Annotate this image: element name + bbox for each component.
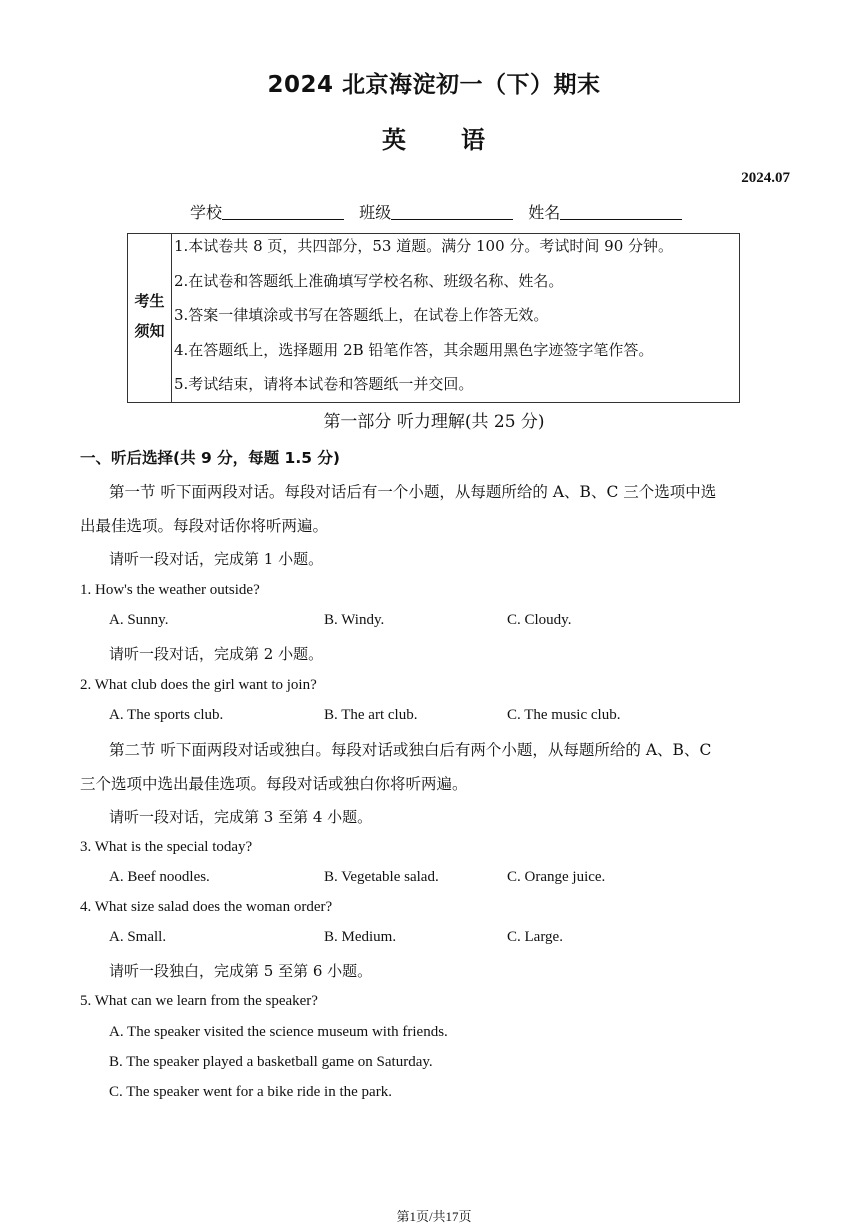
section-heading: 一、听后选择(共 9 分，每题 1.5 分) <box>80 449 340 467</box>
school-blank[interactable] <box>222 203 344 220</box>
question-3-option-a: A. Beef noodles. <box>109 869 210 885</box>
notice-item: 3.答案一律填涂或书写在答题纸上，在试卷上作答无效。 <box>174 306 549 325</box>
notice-label-line-2: 须知 <box>134 322 165 340</box>
exam-notice-box <box>127 233 740 403</box>
question-1-option-c: C. Cloudy. <box>507 612 572 628</box>
question-5-option-c: C. The speaker went for a bike ride in the park. <box>109 1084 392 1100</box>
question-1-option-b: B. Windy. <box>324 612 385 628</box>
notice-item: 1.本试卷共 8 页，共四部分，53 道题。满分 100 分。考试时间 90 分钟。 <box>174 237 674 255</box>
instruction-q2: 请听一段对话，完成第 2 小题。 <box>109 645 324 663</box>
question-4-option-c: C. Large. <box>507 929 563 945</box>
question-2-stem: 2. What club does the girl want to join? <box>80 677 317 693</box>
exam-title: 2024 北京海淀初一（下）期末 <box>267 72 601 98</box>
question-3-option-c: C. Orange juice. <box>507 869 606 885</box>
school-label: 学校 <box>190 203 223 222</box>
notice-items <box>174 234 673 407</box>
exam-date: 2024.07 <box>741 170 790 186</box>
question-1-stem: 1. How's the weather outside? <box>80 582 260 598</box>
question-1-option-a: A. Sunny. <box>109 612 169 628</box>
question-3-stem: 3. What is the special today? <box>80 839 253 855</box>
part-title: 第一部分 听力理解(共 25 分) <box>323 412 545 432</box>
question-3-option-b: B. Vegetable salad. <box>324 869 439 885</box>
instruction-q1: 请听一段对话，完成第 1 小题。 <box>109 550 324 568</box>
name-label: 姓名 <box>528 203 561 222</box>
question-5-option-a: A. The speaker visited the science museum with friends. <box>109 1024 448 1040</box>
section2-intro-line-1: 第二节 听下面两段对话或独白。每段对话或独白后有两个小题，从每题所给的 A、B、C <box>109 741 712 759</box>
subject-char-1: 英 <box>382 126 406 154</box>
instruction-q3-4: 请听一段对话，完成第 3 至第 4 小题。 <box>109 808 373 826</box>
question-4-stem: 4. What size salad does the woman order? <box>80 899 333 915</box>
question-2-option-a: A. The sports club. <box>109 707 224 723</box>
notice-item: 5.考试结束，请将本试卷和答题纸一并交回。 <box>174 375 474 394</box>
question-5-stem: 5. What can we learn from the speaker? <box>80 993 318 1009</box>
notice-label-line-1: 考生 <box>134 292 165 310</box>
name-blank[interactable] <box>560 203 682 220</box>
page-footer: 第1页/共17页 <box>396 1209 472 1224</box>
section1-intro-line-2: 出最佳选项。每段对话你将听两遍。 <box>80 517 329 535</box>
class-label: 班级 <box>359 203 392 222</box>
question-4-option-a: A. Small. <box>109 929 167 945</box>
question-4-option-b: B. Medium. <box>324 929 397 945</box>
section2-intro-line-2: 三个选项中选出最佳选项。每段对话或独白你将听两遍。 <box>80 775 468 793</box>
question-5-option-b: B. The speaker played a basketball game on Saturday. <box>109 1054 433 1070</box>
subject-char-2: 语 <box>461 126 485 154</box>
notice-item: 2.在试卷和答题纸上准确填写学校名称、班级名称、姓名。 <box>174 271 564 290</box>
question-2-option-c: C. The music club. <box>507 707 621 723</box>
student-info-fields <box>190 200 692 223</box>
instruction-q5-6: 请听一段独白，完成第 5 至第 6 小题。 <box>109 962 373 980</box>
class-blank[interactable] <box>391 203 513 220</box>
question-2-option-b: B. The art club. <box>324 707 418 723</box>
section1-intro-line-1: 第一节 听下面两段对话。每段对话后有一个小题，从每题所给的 A、B、C 三个选项中选 <box>109 483 717 501</box>
notice-item: 4.在答题纸上，选择题用 2B 铅笔作答，其余题用黑色字迹签字笔作答。 <box>174 340 654 359</box>
notice-label <box>128 234 172 402</box>
